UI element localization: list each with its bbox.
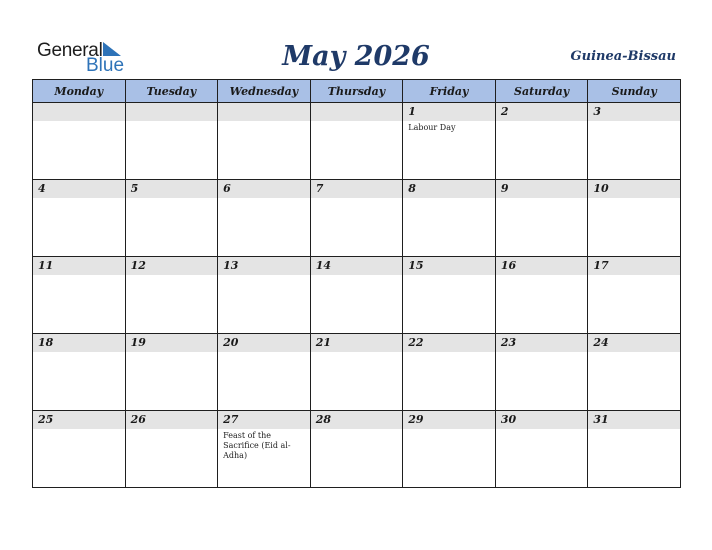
- holiday-label: [33, 198, 125, 200]
- week-row: [33, 103, 681, 180]
- weekday-header: Friday: [403, 80, 496, 103]
- holiday-label: Feast of the Sacrifice (Eid al-Adha): [223, 431, 291, 460]
- day-cell: [33, 334, 126, 411]
- day-number: 8: [403, 180, 495, 198]
- holiday-label: [218, 352, 310, 354]
- day-number: 11: [33, 257, 125, 275]
- calendar-grid: [32, 79, 681, 488]
- day-cell: [403, 334, 496, 411]
- day-cell: [125, 180, 218, 257]
- day-cell: [33, 103, 126, 180]
- weekday-header: Thursday: [310, 80, 403, 103]
- holiday-label: [588, 352, 680, 354]
- day-number: 30: [496, 411, 588, 429]
- day-number: 9: [496, 180, 588, 198]
- holiday-label: [496, 121, 588, 123]
- day-cell: [310, 334, 403, 411]
- day-cell: [218, 411, 311, 488]
- day-cell: [218, 103, 311, 180]
- day-cell: [218, 257, 311, 334]
- day-number: 28: [311, 411, 403, 429]
- day-number: 25: [33, 411, 125, 429]
- day-number: [218, 103, 310, 121]
- holiday-label: [403, 198, 495, 200]
- week-row: [33, 257, 681, 334]
- day-number: 10: [588, 180, 680, 198]
- holiday-label: [496, 429, 588, 431]
- day-number: 21: [311, 334, 403, 352]
- weekday-header: Saturday: [495, 80, 588, 103]
- day-cell: [33, 257, 126, 334]
- day-cell: [588, 180, 681, 257]
- holiday-label: [33, 121, 125, 123]
- day-number: 15: [403, 257, 495, 275]
- holiday-label: [403, 275, 495, 277]
- day-number: 12: [126, 257, 218, 275]
- day-number: 6: [218, 180, 310, 198]
- day-cell: [310, 103, 403, 180]
- day-cell: [495, 103, 588, 180]
- day-number: 13: [218, 257, 310, 275]
- day-number: 22: [403, 334, 495, 352]
- day-number: 23: [496, 334, 588, 352]
- weekday-header: Monday: [33, 80, 126, 103]
- day-number: 19: [126, 334, 218, 352]
- holiday-label: [33, 275, 125, 277]
- day-cell: [588, 257, 681, 334]
- day-cell: [588, 103, 681, 180]
- day-cell: [495, 257, 588, 334]
- day-number: 5: [126, 180, 218, 198]
- page-title: May 2026: [282, 41, 430, 72]
- day-number: 17: [588, 257, 680, 275]
- day-number: 16: [496, 257, 588, 275]
- week-row: [33, 180, 681, 257]
- holiday-label: [126, 275, 218, 277]
- holiday-label: [311, 429, 403, 431]
- holiday-label: [588, 275, 680, 277]
- day-number: 14: [311, 257, 403, 275]
- day-number: 2: [496, 103, 588, 121]
- day-cell: [588, 411, 681, 488]
- weekday-header: Tuesday: [125, 80, 218, 103]
- holiday-label: [126, 121, 218, 123]
- weekday-header-row: [33, 80, 681, 103]
- day-cell: [495, 411, 588, 488]
- day-number: 7: [311, 180, 403, 198]
- day-cell: [125, 257, 218, 334]
- holiday-label: [126, 429, 218, 431]
- holiday-label: [33, 429, 125, 431]
- day-cell: [403, 257, 496, 334]
- day-number: [126, 103, 218, 121]
- day-cell: [218, 334, 311, 411]
- holiday-label: [311, 352, 403, 354]
- day-cell: [495, 334, 588, 411]
- day-number: 4: [33, 180, 125, 198]
- day-cell: [33, 180, 126, 257]
- weekday-header: Wednesday: [218, 80, 311, 103]
- week-row: [33, 334, 681, 411]
- day-number: 24: [588, 334, 680, 352]
- day-cell: [310, 180, 403, 257]
- day-cell: [403, 180, 496, 257]
- holiday-label: [311, 121, 403, 123]
- day-number: [311, 103, 403, 121]
- week-row: [33, 411, 681, 488]
- country-label: Guinea-Bissau: [570, 49, 676, 64]
- holiday-label: [588, 198, 680, 200]
- holiday-label: [126, 198, 218, 200]
- holiday-label: [403, 352, 495, 354]
- day-cell: [403, 411, 496, 488]
- logo-general-text: General: [37, 40, 103, 61]
- holiday-label: [218, 121, 310, 123]
- holiday-label: [218, 198, 310, 200]
- day-cell: [125, 334, 218, 411]
- day-number: [33, 103, 125, 121]
- holiday-label: Labour Day: [408, 123, 456, 132]
- holiday-label: [218, 275, 310, 277]
- day-cell: [33, 411, 126, 488]
- day-number: 31: [588, 411, 680, 429]
- day-cell: [310, 257, 403, 334]
- day-number: 29: [403, 411, 495, 429]
- holiday-label: [588, 429, 680, 431]
- day-cell: [403, 103, 496, 180]
- day-number: 26: [126, 411, 218, 429]
- day-number: 3: [588, 103, 680, 121]
- logo-blue-text: Blue: [86, 55, 125, 76]
- weekday-header: Sunday: [588, 80, 681, 103]
- day-number: 18: [33, 334, 125, 352]
- day-cell: [125, 103, 218, 180]
- holiday-label: [311, 198, 403, 200]
- day-number: 20: [218, 334, 310, 352]
- day-cell: [495, 180, 588, 257]
- holiday-label: [496, 352, 588, 354]
- holiday-label: [311, 275, 403, 277]
- holiday-label: [496, 198, 588, 200]
- holiday-label: [33, 352, 125, 354]
- day-number: 27: [218, 411, 310, 429]
- day-cell: [218, 180, 311, 257]
- day-cell: [310, 411, 403, 488]
- holiday-label: [403, 429, 495, 431]
- holiday-label: [588, 121, 680, 123]
- day-number: 1: [403, 103, 495, 121]
- day-cell: [125, 411, 218, 488]
- day-cell: [588, 334, 681, 411]
- holiday-label: [126, 352, 218, 354]
- holiday-label: [496, 275, 588, 277]
